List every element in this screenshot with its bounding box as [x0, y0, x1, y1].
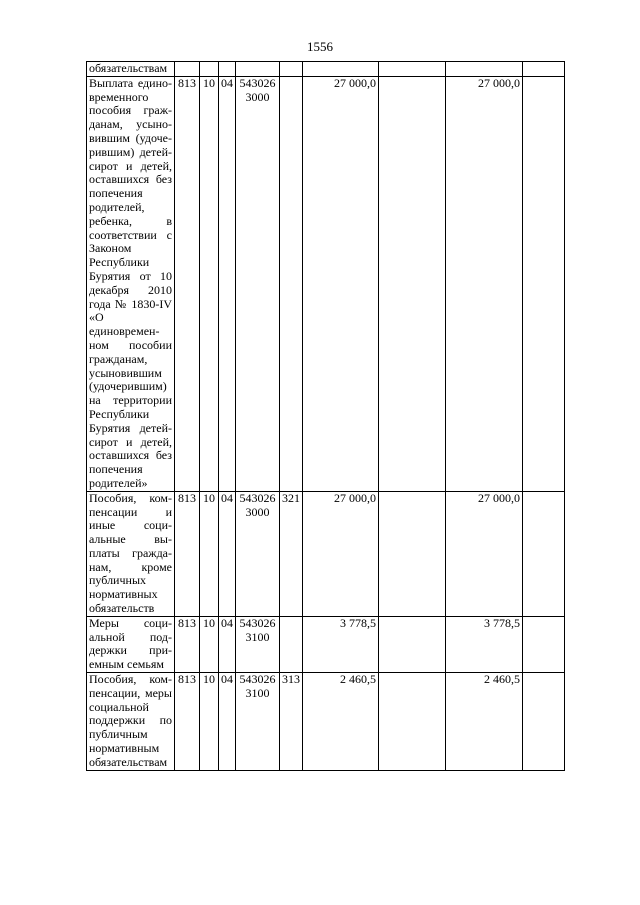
expense-type-code: 313 [280, 673, 303, 771]
amount-cell [523, 491, 565, 616]
target-article-code: 543026 3100 [236, 673, 280, 771]
section-code: 10 [200, 616, 219, 672]
amount-cell [523, 62, 565, 77]
amount-cell [523, 673, 565, 771]
ministry-code: 813 [175, 673, 200, 771]
table-row [87, 491, 565, 616]
expense-type-code [280, 76, 303, 491]
ministry-code: 813 [175, 76, 200, 491]
amount-cell [379, 616, 446, 672]
amount-cell: 27 000,0 [446, 76, 523, 491]
subsection-code [219, 62, 236, 77]
target-article-code: 543026 3000 [236, 491, 280, 616]
target-article-code: 543026 3100 [236, 616, 280, 672]
table-row [87, 62, 565, 77]
row-description: Меры социальной поддержки приемным семьям [87, 616, 175, 672]
subsection-code: 04 [219, 491, 236, 616]
section-code [200, 62, 219, 77]
ministry-code [175, 62, 200, 77]
subsection-code: 04 [219, 616, 236, 672]
subsection-code: 04 [219, 76, 236, 491]
amount-cell: 3 778,5 [446, 616, 523, 672]
section-code: 10 [200, 76, 219, 491]
expense-type-code [280, 62, 303, 77]
page-number: 1556 [307, 39, 333, 54]
amount-cell: 27 000,0 [446, 491, 523, 616]
amount-cell [303, 62, 379, 77]
table-row [87, 76, 565, 491]
amount-cell: 27 000,0 [303, 76, 379, 491]
amount-cell: 2 460,5 [446, 673, 523, 771]
amount-cell [379, 62, 446, 77]
row-description: Пособия, компенсации, меры социальной поддержки по публичным нормативным обязательствам [87, 673, 175, 771]
amount-cell: 3 778,5 [303, 616, 379, 672]
table-row [87, 616, 565, 672]
row-description: Выплата единовременного пособия гражданам, усыновившим (удочерившим) детей-сирот и детей, оставшихся без попечения родителей, ребенка, в соответствии с Законом Республики Бурятия от 10 декабря 2010 года № 1830-IV «О единовременном пособии гражданам, усыновившим (удочерившим) на территории Республики Бурятия детей-сирот и детей, оставшихся без попечения родителей» [87, 76, 175, 491]
amount-cell [523, 616, 565, 672]
expense-type-code [280, 616, 303, 672]
amount-cell: 27 000,0 [303, 491, 379, 616]
target-article-code: 543026 3000 [236, 76, 280, 491]
expense-type-code: 321 [280, 491, 303, 616]
table-row [87, 673, 565, 771]
amount-cell [379, 673, 446, 771]
amount-cell [523, 76, 565, 491]
subsection-code: 04 [219, 673, 236, 771]
ministry-code: 813 [175, 491, 200, 616]
row-description: Пособия, компенсации и иные социальные выплаты гражданам, кроме публичных нормативных обязательств [87, 491, 175, 616]
amount-cell [379, 491, 446, 616]
target-article-code [236, 62, 280, 77]
ministry-code: 813 [175, 616, 200, 672]
row-description: обязательствам [87, 62, 175, 77]
budget-table [86, 61, 565, 771]
amount-cell: 2 460,5 [303, 673, 379, 771]
amount-cell [379, 76, 446, 491]
amount-cell [446, 62, 523, 77]
section-code: 10 [200, 673, 219, 771]
section-code: 10 [200, 491, 219, 616]
